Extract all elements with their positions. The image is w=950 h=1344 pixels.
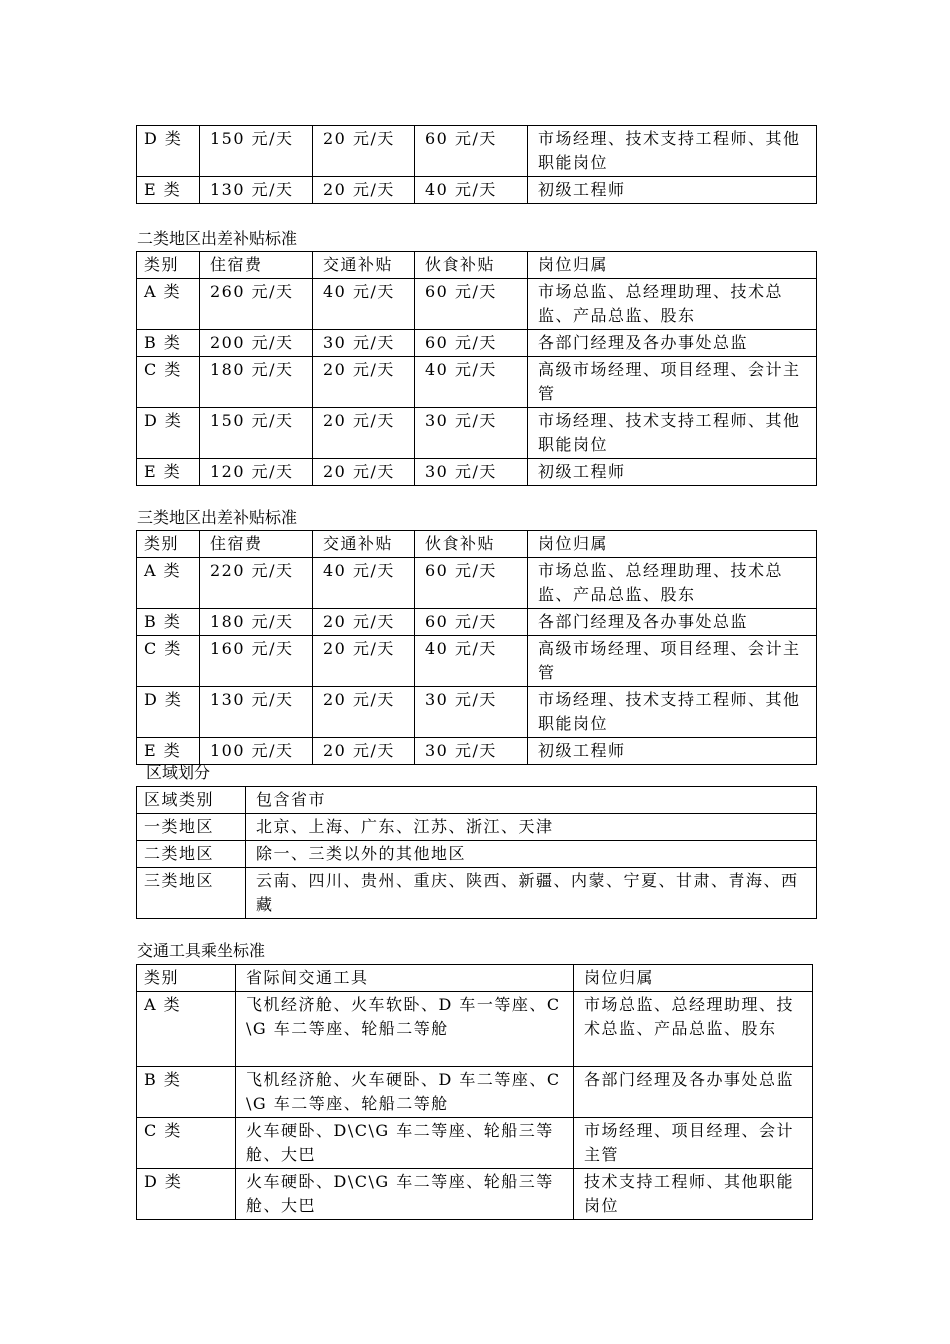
cell-transport: 20 元/天 xyxy=(313,609,415,636)
header-lodging: 住宿费 xyxy=(200,252,313,279)
cell-meal: 30 元/天 xyxy=(415,738,528,765)
cell-position: 市场总监、总经理助理、技术总监、产品总监、股东 xyxy=(528,279,817,330)
cell-category: E 类 xyxy=(137,738,200,765)
cell-provinces: 除一、三类以外的其他地区 xyxy=(246,841,817,868)
cell-category: D 类 xyxy=(137,687,200,738)
cell-position: 各部门经理及各办事处总监 xyxy=(528,609,817,636)
header-category: 类别 xyxy=(137,965,236,992)
cell-region-type: 二类地区 xyxy=(137,841,246,868)
cell-lodging: 200 元/天 xyxy=(200,330,313,357)
transport-standard-table xyxy=(136,964,813,1220)
region2-allowance-table xyxy=(136,251,817,486)
cell-transport: 20 元/天 xyxy=(313,636,415,687)
cell-category: E 类 xyxy=(137,177,200,204)
cell-transport: 20 元/天 xyxy=(313,357,415,408)
header-position: 岗位归属 xyxy=(528,252,817,279)
cell-lodging: 100 元/天 xyxy=(200,738,313,765)
cell-category: A 类 xyxy=(137,279,200,330)
cell-meal: 30 元/天 xyxy=(415,408,528,459)
header-transport: 交通补贴 xyxy=(313,531,415,558)
cell-transport: 20 元/天 xyxy=(313,177,415,204)
table-header-row xyxy=(137,252,817,279)
table-row xyxy=(137,459,817,486)
header-transport: 交通补贴 xyxy=(313,252,415,279)
table-row xyxy=(137,636,817,687)
cell-meal: 40 元/天 xyxy=(415,357,528,408)
cell-position: 市场总监、总经理助理、技术总监、产品总监、股东 xyxy=(574,992,813,1067)
table-row xyxy=(137,841,817,868)
cell-meal: 60 元/天 xyxy=(415,609,528,636)
header-lodging: 住宿费 xyxy=(200,531,313,558)
cell-position: 市场经理、技术支持工程师、其他职能岗位 xyxy=(528,408,817,459)
cell-vehicle: 火车硬卧、D\C\G 车二等座、轮船三等舱、大巴 xyxy=(236,1118,574,1169)
cell-region-type: 一类地区 xyxy=(137,814,246,841)
cell-meal: 60 元/天 xyxy=(415,330,528,357)
cell-meal: 40 元/天 xyxy=(415,177,528,204)
cell-meal: 60 元/天 xyxy=(415,279,528,330)
table-row xyxy=(137,408,817,459)
table-row xyxy=(137,687,817,738)
region3-caption: 三类地区出差补贴标准 xyxy=(137,508,298,527)
cell-position: 市场经理、项目经理、会计主管 xyxy=(574,1118,813,1169)
header-meal: 伙食补贴 xyxy=(415,531,528,558)
cell-provinces: 云南、四川、贵州、重庆、陕西、新疆、内蒙、宁夏、甘肃、青海、西藏 xyxy=(246,868,817,919)
table-row xyxy=(137,814,817,841)
region-division-table xyxy=(136,786,817,919)
table-row xyxy=(137,279,817,330)
allowance-table-continued xyxy=(136,125,817,204)
cell-position: 市场总监、总经理助理、技术总监、产品总监、股东 xyxy=(528,558,817,609)
region2-caption: 二类地区出差补贴标准 xyxy=(137,229,298,248)
cell-position: 技术支持工程师、其他职能岗位 xyxy=(574,1169,813,1220)
header-meal: 伙食补贴 xyxy=(415,252,528,279)
regions-caption: 区域划分 xyxy=(146,763,211,782)
table-row xyxy=(137,868,817,919)
cell-lodging: 180 元/天 xyxy=(200,357,313,408)
header-provinces: 包含省市 xyxy=(246,787,817,814)
cell-position: 市场经理、技术支持工程师、其他职能岗位 xyxy=(528,687,817,738)
table-row xyxy=(137,330,817,357)
table-row xyxy=(137,1118,813,1169)
table-row xyxy=(137,1067,813,1118)
table-row xyxy=(137,126,817,177)
table-row xyxy=(137,1169,813,1220)
table-header-row xyxy=(137,965,813,992)
cell-vehicle: 飞机经济舱、火车软卧、D 车一等座、C\G 车二等座、轮船二等舱 xyxy=(236,992,574,1067)
cell-lodging: 220 元/天 xyxy=(200,558,313,609)
cell-category: C 类 xyxy=(137,357,200,408)
cell-transport: 20 元/天 xyxy=(313,408,415,459)
table-header-row xyxy=(137,787,817,814)
cell-transport: 40 元/天 xyxy=(313,558,415,609)
cell-meal: 60 元/天 xyxy=(415,558,528,609)
cell-category: A 类 xyxy=(137,992,236,1067)
header-position: 岗位归属 xyxy=(528,531,817,558)
cell-meal: 60 元/天 xyxy=(415,126,528,177)
cell-transport: 20 元/天 xyxy=(313,687,415,738)
transport-caption: 交通工具乘坐标准 xyxy=(137,941,266,960)
cell-region-type: 三类地区 xyxy=(137,868,246,919)
cell-position: 初级工程师 xyxy=(528,738,817,765)
cell-meal: 30 元/天 xyxy=(415,459,528,486)
cell-transport: 30 元/天 xyxy=(313,330,415,357)
table-row xyxy=(137,177,817,204)
cell-position: 高级市场经理、项目经理、会计主管 xyxy=(528,357,817,408)
header-position: 岗位归属 xyxy=(574,965,813,992)
table-row xyxy=(137,609,817,636)
cell-meal: 40 元/天 xyxy=(415,636,528,687)
cell-lodging: 130 元/天 xyxy=(200,177,313,204)
cell-transport: 40 元/天 xyxy=(313,279,415,330)
cell-category: B 类 xyxy=(137,1067,236,1118)
table-row xyxy=(137,992,813,1067)
cell-category: A 类 xyxy=(137,558,200,609)
cell-vehicle: 飞机经济舱、火车硬卧、D 车二等座、C\G 车二等座、轮船二等舱 xyxy=(236,1067,574,1118)
cell-vehicle: 火车硬卧、D\C\G 车二等座、轮船三等舱、大巴 xyxy=(236,1169,574,1220)
cell-position: 各部门经理及各办事处总监 xyxy=(528,330,817,357)
cell-lodging: 160 元/天 xyxy=(200,636,313,687)
table-row xyxy=(137,558,817,609)
header-region-type: 区域类别 xyxy=(137,787,246,814)
cell-position: 高级市场经理、项目经理、会计主管 xyxy=(528,636,817,687)
cell-category: D 类 xyxy=(137,1169,236,1220)
cell-meal: 30 元/天 xyxy=(415,687,528,738)
cell-position: 市场经理、技术支持工程师、其他职能岗位 xyxy=(528,126,817,177)
cell-provinces: 北京、上海、广东、江苏、浙江、天津 xyxy=(246,814,817,841)
cell-category: E 类 xyxy=(137,459,200,486)
cell-transport: 20 元/天 xyxy=(313,738,415,765)
table-row xyxy=(137,357,817,408)
cell-lodging: 260 元/天 xyxy=(200,279,313,330)
region3-allowance-table xyxy=(136,530,817,765)
cell-lodging: 150 元/天 xyxy=(200,126,313,177)
cell-transport: 20 元/天 xyxy=(313,126,415,177)
cell-category: C 类 xyxy=(137,1118,236,1169)
cell-category: B 类 xyxy=(137,330,200,357)
header-category: 类别 xyxy=(137,531,200,558)
cell-category: D 类 xyxy=(137,408,200,459)
header-category: 类别 xyxy=(137,252,200,279)
cell-position: 初级工程师 xyxy=(528,177,817,204)
header-vehicle: 省际间交通工具 xyxy=(236,965,574,992)
cell-lodging: 150 元/天 xyxy=(200,408,313,459)
cell-category: C 类 xyxy=(137,636,200,687)
cell-position: 各部门经理及各办事处总监 xyxy=(574,1067,813,1118)
cell-category: B 类 xyxy=(137,609,200,636)
cell-lodging: 180 元/天 xyxy=(200,609,313,636)
table-row xyxy=(137,738,817,765)
cell-position: 初级工程师 xyxy=(528,459,817,486)
table-header-row xyxy=(137,531,817,558)
cell-category: D 类 xyxy=(137,126,200,177)
cell-lodging: 130 元/天 xyxy=(200,687,313,738)
cell-transport: 20 元/天 xyxy=(313,459,415,486)
cell-lodging: 120 元/天 xyxy=(200,459,313,486)
